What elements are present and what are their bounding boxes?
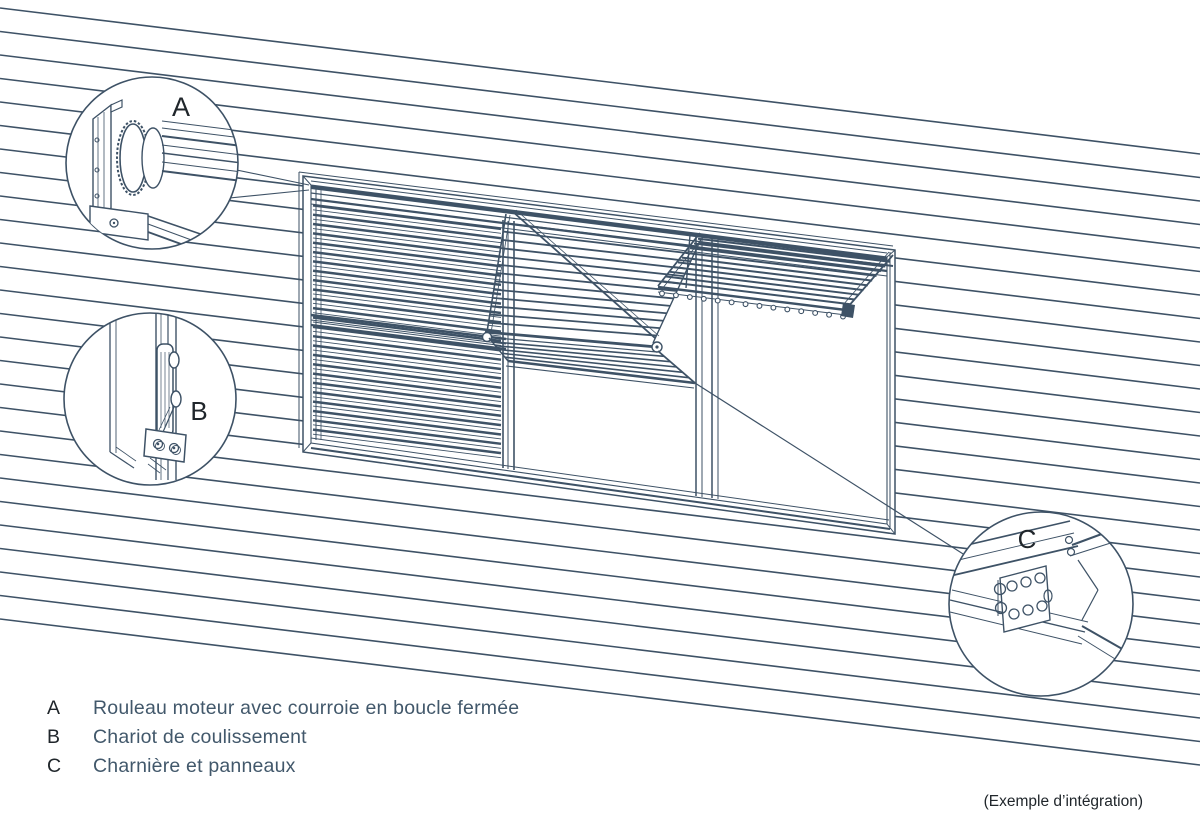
footnote: (Exemple d’intégration) [983, 793, 1143, 810]
callout-letter-b: B [190, 396, 208, 426]
legend-item-a [47, 697, 519, 726]
legend-label-c: Charnière et panneaux [93, 755, 296, 777]
detail-circle-b [64, 313, 236, 485]
callout-letter-c: C [1017, 524, 1037, 554]
callout-letter-a: A [171, 92, 191, 122]
legend-label-a: Rouleau moteur avec courroie en boucle fermée [93, 697, 520, 719]
legend-letter-a: A [47, 697, 61, 719]
window-opening [299, 172, 895, 534]
legend-item-b [47, 726, 519, 755]
legend-label-b: Chariot de coulissement [93, 726, 307, 748]
legend-letter-c: C [47, 755, 62, 777]
legend-letter-b: B [47, 726, 61, 748]
legend-item-c [47, 755, 519, 784]
legend [47, 697, 519, 784]
